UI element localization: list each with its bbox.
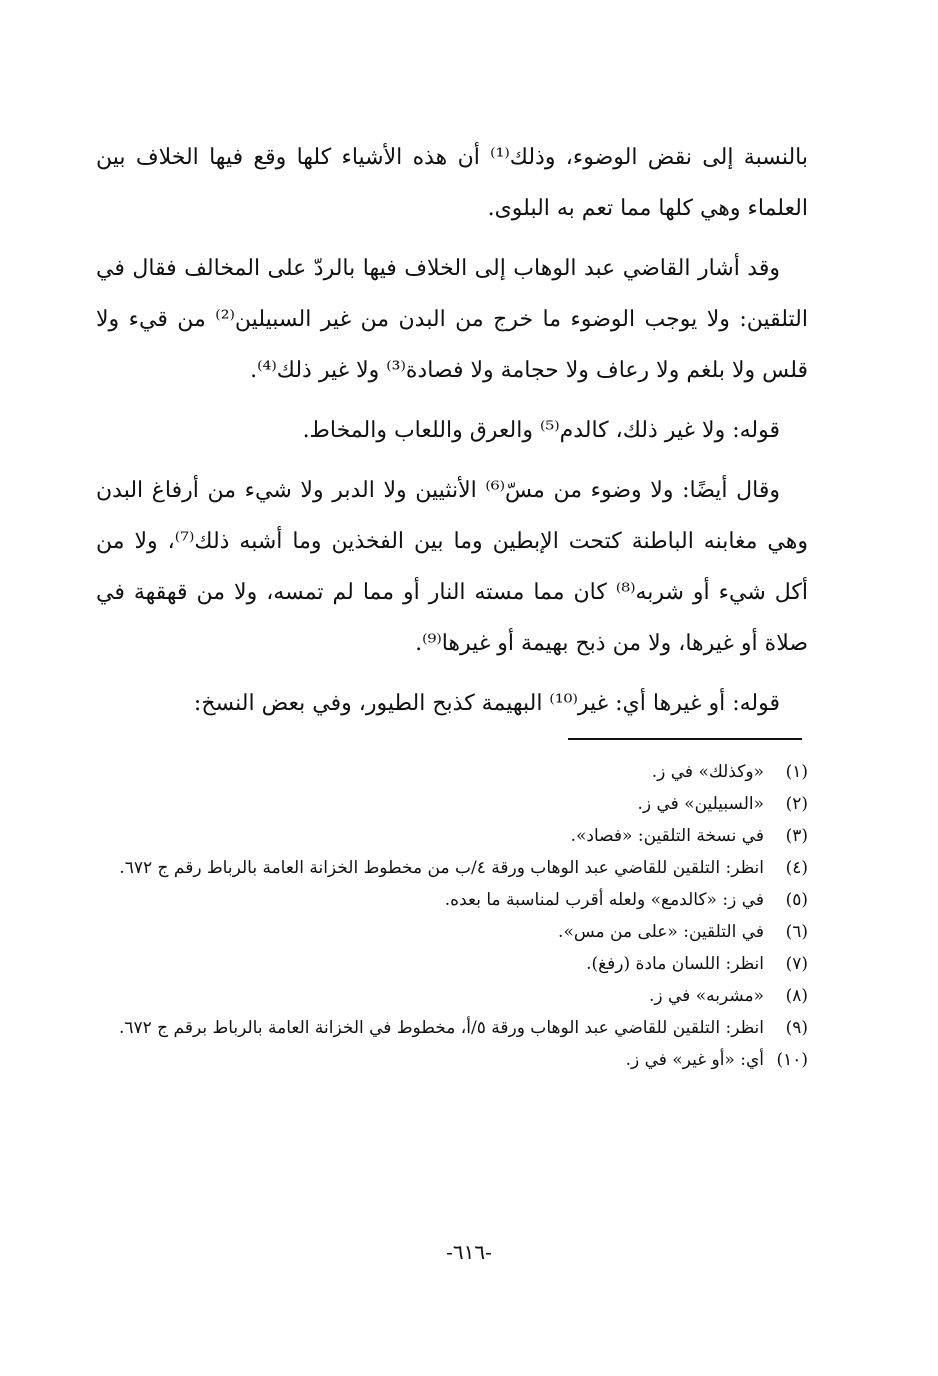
footnote-number: (٣)	[785, 826, 808, 846]
footnote-5	[96, 884, 808, 916]
footnote-number: (١٠)	[776, 1050, 808, 1070]
paragraph-2: وقد أشار القاضي عبد الوهاب إلى الخلاف فيها بالردّ على المخالف فقال في التلقين: ولا يوجب الوضوء ما خرج من البدن من غير السبيلين⁽²⁾ من قيء ولا قلس ولا بلغم ولا رعاف ولا حجامة ولا فصادة⁽³⁾ ولا غير ذلك⁽⁴⁾.	[96, 256, 808, 383]
footnote-number: (٦)	[785, 922, 808, 942]
footnote-text: «السبيلين» في ز.	[637, 794, 764, 814]
paragraph-3: قوله: ولا غير ذلك، كالدم⁽⁵⁾ والعرق واللعاب والمخاط.	[302, 418, 780, 443]
footnote-text: في ز: «كالدمع» ولعله أقرب لمناسبة ما بعده.	[444, 890, 764, 910]
footnote-10	[96, 1044, 808, 1076]
footnote-number: (٩)	[785, 1018, 808, 1038]
footnote-8	[96, 980, 808, 1012]
footnote-7	[96, 948, 808, 980]
footnote-text: انظر: اللسان مادة (رفغ).	[586, 954, 764, 974]
footnote-number: (٥)	[785, 890, 808, 910]
paragraph-1: بالنسبة إلى نقض الوضوء، وذلك⁽¹⁾ أن هذه الأشياء كلها وقع فيها الخلاف بين العلماء وهي كلها مما تعم به البلوى.	[96, 145, 808, 221]
footnotes	[96, 756, 808, 1076]
paragraph-4: وقال أيضًا: ولا وضوء من مسّ⁽⁶⁾ الأنثيين ولا الدبر ولا شيء من أرفاغ البدن وهي مغابنه الباطنة كتحت الإبطين وما بين الفخذين وما أشبه ذلك⁽⁷⁾، ولا من أكل شيء أو شربه⁽⁸⁾ كان مما مسته النار أو مما لم تمسه، ولا من قهقهة في صلاة أو غيرها، ولا من ذبح بهيمة أو غيرها⁽⁹⁾.	[96, 478, 808, 656]
footnote-text: انظر: التلقين للقاضي عبد الوهاب ورقة ٤/ب من مخطوط الخزانة العامة بالرباط رقم ج ٦٧٢.	[119, 858, 764, 878]
footnote-text: أي: «أو غير» في ز.	[625, 1050, 764, 1070]
footnote-number: (٤)	[785, 858, 808, 878]
footnote-number: (١)	[785, 762, 808, 782]
footnote-number: (٢)	[785, 794, 808, 814]
footnote-number: (٧)	[785, 954, 808, 974]
footnote-6	[96, 916, 808, 948]
footnote-text: «وكذلك» في ز.	[651, 762, 764, 782]
main-text	[96, 132, 808, 738]
footnote-2	[96, 788, 808, 820]
footnote-text: في نسخة التلقين: «فصاد».	[570, 826, 764, 846]
footnote-text: «مشربه» في ز.	[648, 986, 764, 1006]
footnote-1	[96, 756, 808, 788]
footnote-9	[96, 1012, 808, 1044]
page-number: -٦١٦-	[446, 1240, 492, 1264]
footnote-3	[96, 820, 808, 852]
footnote-text: في التلقين: «على من مس».	[558, 922, 764, 942]
footnote-number: (٨)	[785, 986, 808, 1006]
paragraph-5: قوله: أو غيرها أي: غير⁽¹⁰⁾ البهيمة كذبح الطيور، وفي بعض النسخ:	[193, 691, 780, 716]
footnote-text: انظر: التلقين للقاضي عبد الوهاب ورقة ٥/أ، مخطوط في الخزانة العامة بالرباط برقم ج ٦٧٢.	[118, 1018, 764, 1038]
footnote-separator	[568, 738, 802, 740]
footnote-4	[96, 852, 808, 884]
